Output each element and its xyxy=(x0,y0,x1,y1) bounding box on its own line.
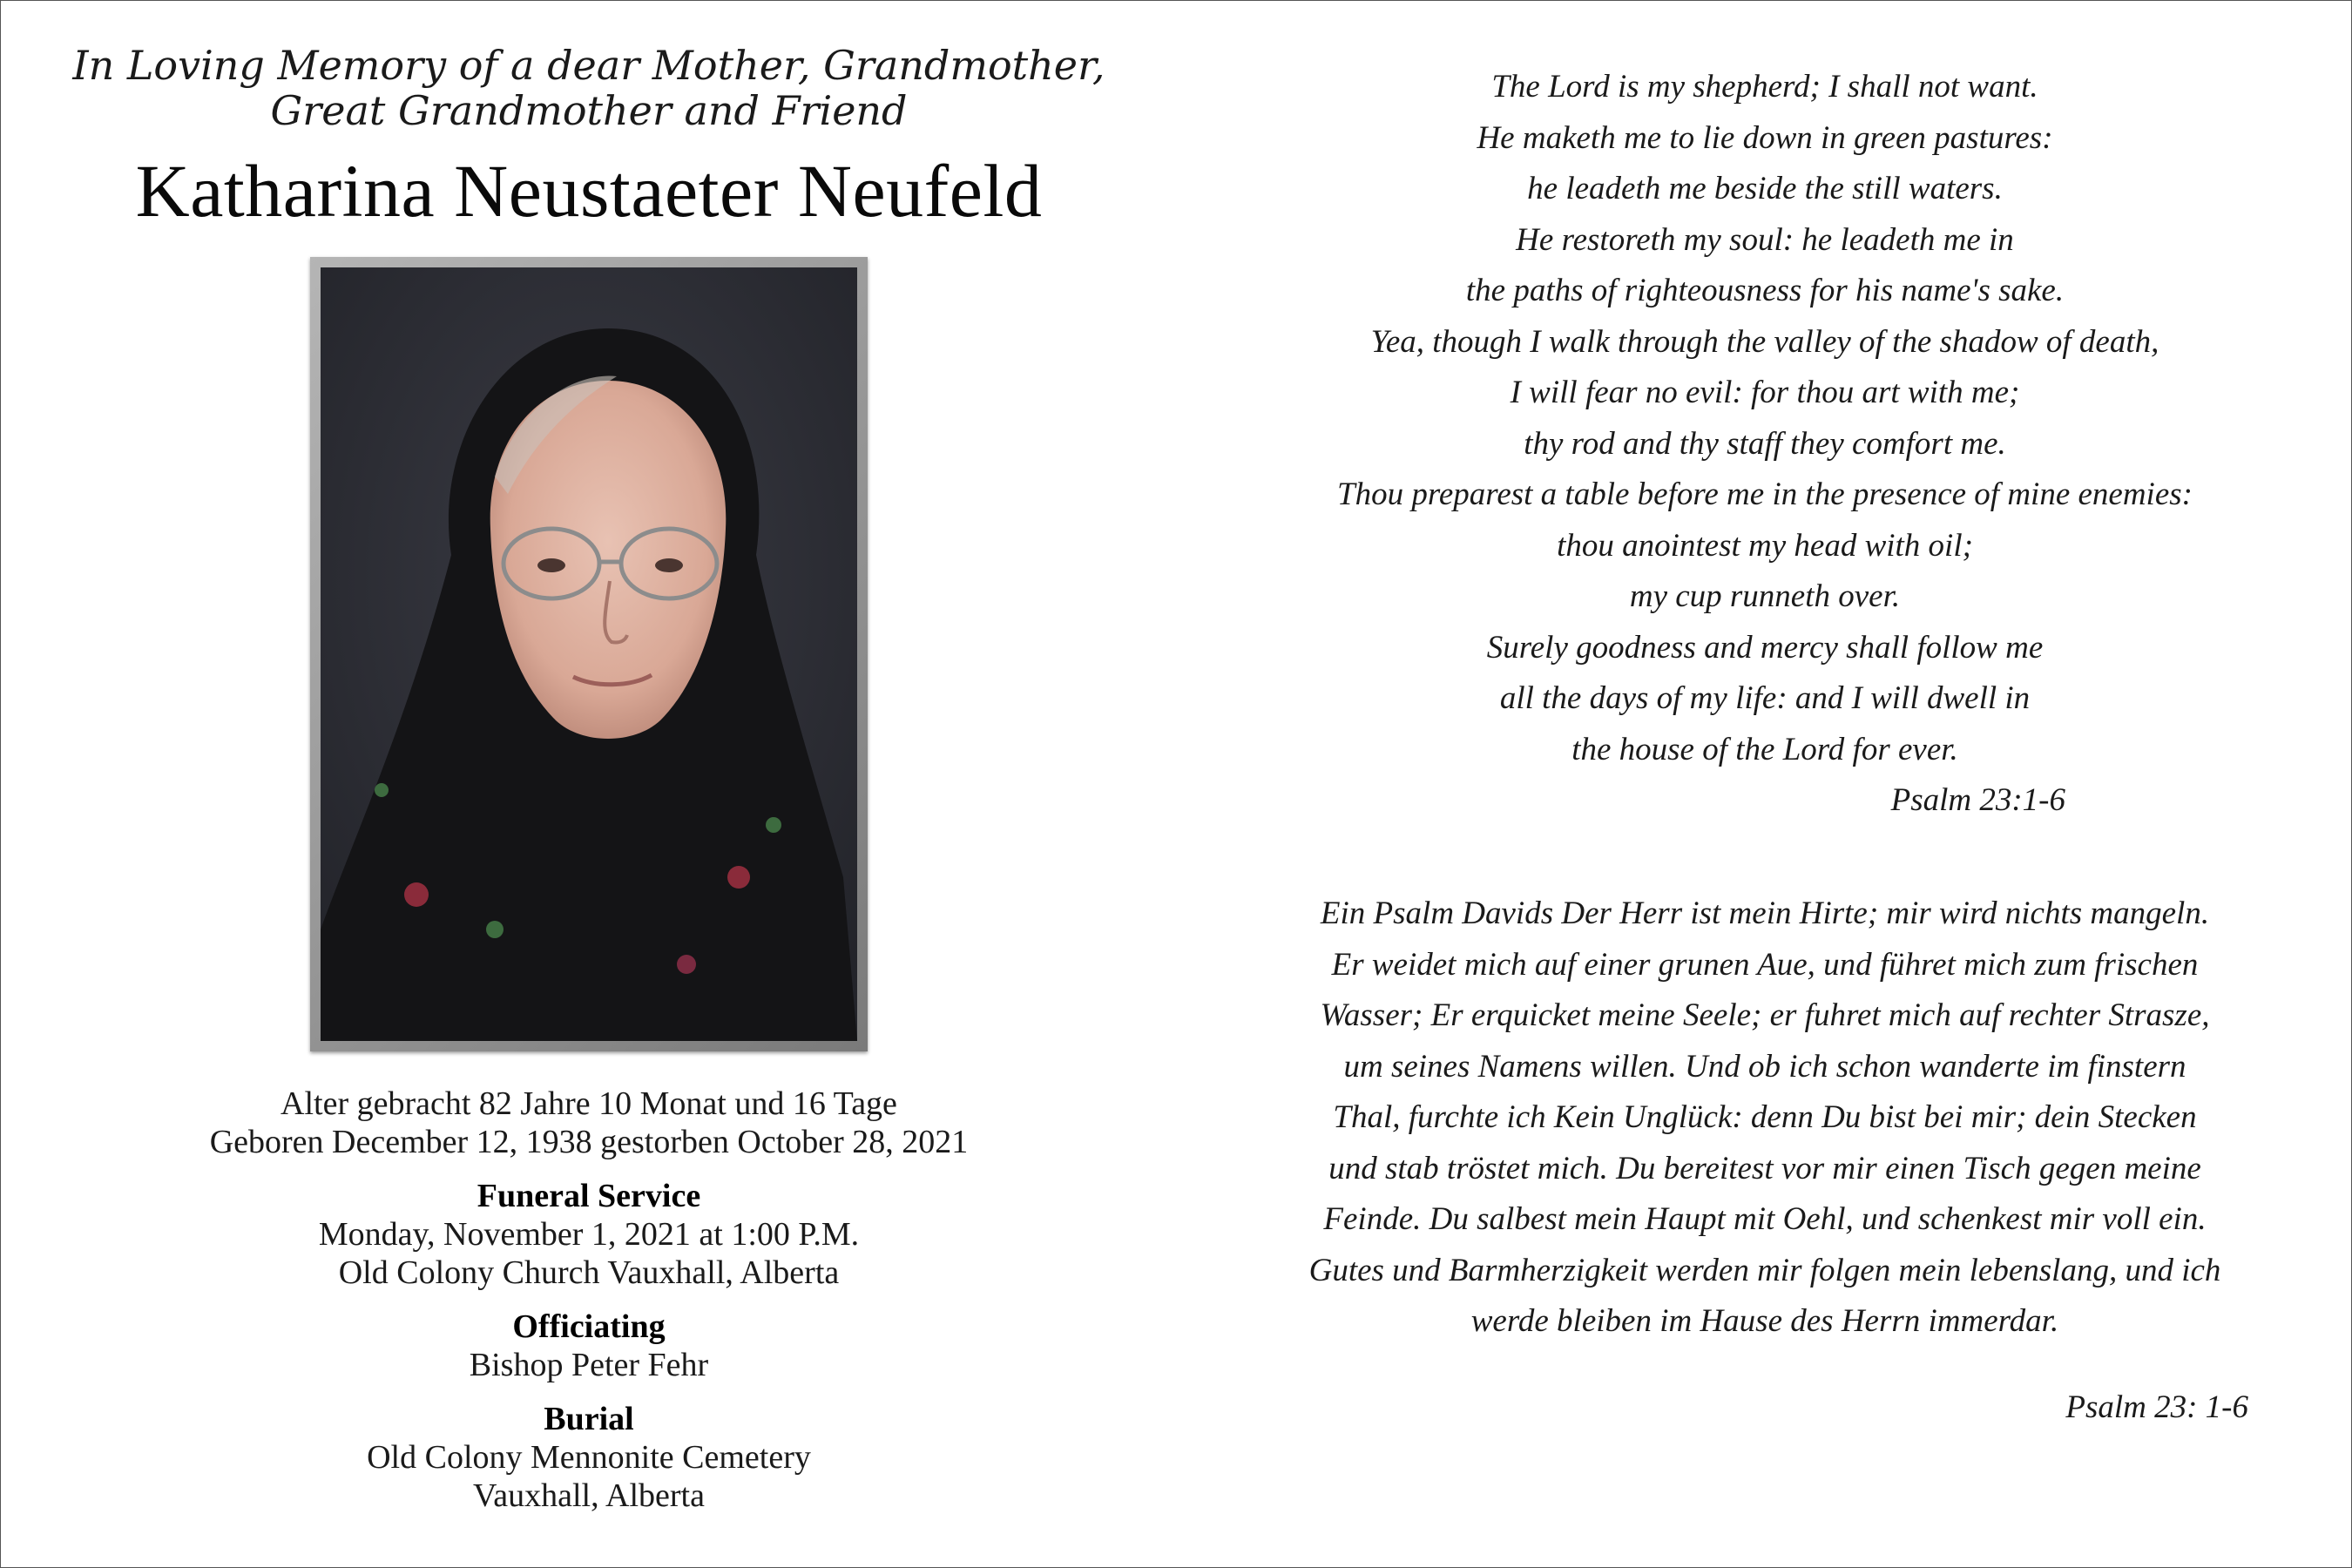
psalm-en-line: thy rod and thy staff they comfort me. xyxy=(1524,425,2006,462)
psalm-en-line: Thou preparest a table before me in the presence of mine enemies: xyxy=(1337,476,2193,512)
officiant: Bishop Peter Fehr xyxy=(469,1347,709,1383)
psalm-de-line: Feinde. Du salbest mein Haupt mit Oehl, und schenkest mir voll ein. xyxy=(1323,1201,2207,1237)
psalm-en-line: The Lord is my shepherd; I shall not want. xyxy=(1491,69,2038,105)
intro-rest: of a dear Mother, Grandmother, xyxy=(446,42,1105,89)
psalm-en-line: the house of the Lord for ever. xyxy=(1571,731,1958,767)
age-line: Alter gebracht 82 Jahre 10 Monat und 16 Tage xyxy=(280,1085,897,1122)
psalm-german xyxy=(1212,889,2318,1433)
funeral-date: Monday, November 1, 2021 at 1:00 P.M. xyxy=(318,1216,860,1253)
psalm-en-line: he leadeth me beside the still waters. xyxy=(1527,171,2003,206)
intro-script: In Loving Memory xyxy=(72,42,447,89)
psalm-de-line: Ein Psalm Davids Der Herr ist mein Hirte; mir wird nichts mangeln. xyxy=(1320,896,2210,931)
psalm-de-line: Thal, furchte ich Kein Unglück: denn Du bist bei mir; dein Stecken xyxy=(1333,1099,2197,1135)
psalm-en-line: the paths of righteousness for his name's sake. xyxy=(1465,273,2065,308)
burial-heading: Burial xyxy=(544,1401,634,1437)
psalm-en-line: I will fear no evil: for thou art with me; xyxy=(1510,375,2020,410)
psalm-en-line: Yea, though I walk through the valley of the shadow of death, xyxy=(1370,323,2159,360)
psalm-de-line: Gutes und Barmherzigkeit werden mir folgen mein lebenslang, und ich xyxy=(1308,1252,2221,1288)
psalm-de-line: um seines Namens willen. Und ob ich schon wanderte im finstern xyxy=(1343,1048,2186,1085)
psalm-en-line: thou anointest my head with oil; xyxy=(1557,527,1973,564)
psalm-en-line: Surely goodness and mercy shall follow me xyxy=(1486,629,2044,666)
portrait-photo xyxy=(321,267,857,1041)
psalm-en-line: all the days of my life: and I will dwell in xyxy=(1499,680,2031,716)
dates-line: Geboren December 12, 1938 gestorben October 28, 2021 xyxy=(209,1124,969,1160)
right-panel xyxy=(1212,62,2318,1433)
officiating-heading: Officiating xyxy=(512,1308,666,1345)
psalm-english xyxy=(1212,62,2318,826)
burial-town: Vauxhall, Alberta xyxy=(473,1477,705,1514)
funeral-heading: Funeral Service xyxy=(476,1178,701,1214)
intro-line2: Great Grandmother and Friend xyxy=(270,87,908,134)
memorial-intro xyxy=(53,43,1125,133)
psalm-de-line: Wasser; Er erquicket meine Seele; er fuhret mich auf rechter Strasze, xyxy=(1320,997,2210,1033)
left-panel xyxy=(53,36,1125,1515)
funeral-place: Old Colony Church Vauxhall, Alberta xyxy=(338,1254,840,1291)
psalm-de-line: werde bleiben im Hause des Herrn immerdar. xyxy=(1470,1303,2059,1339)
psalm-de-reference: Psalm 23: 1-6 xyxy=(2065,1389,2248,1425)
service-details xyxy=(53,1085,1125,1515)
psalm-en-line: He maketh me to lie down in green pastures: xyxy=(1477,119,2053,156)
psalm-de-line: und stab tröstet mich. Du bereitest vor mir einen Tisch gegen meine xyxy=(1328,1150,2201,1186)
deceased-name: Katharina Neustaeter Neufeld xyxy=(135,149,1043,233)
psalm-de-line: Er weidet mich auf einer grunen Aue, und führet mich zum frischen xyxy=(1331,946,2199,983)
psalm-en-line: He restoreth my soul: he leadeth me in xyxy=(1516,221,2014,258)
photo-frame xyxy=(310,257,868,1051)
burial-place: Old Colony Mennonite Cemetery xyxy=(367,1439,811,1476)
psalm-en-line: my cup runneth over. xyxy=(1629,578,1901,614)
portrait-illustration xyxy=(321,267,857,1041)
psalm-en-reference: Psalm 23:1-6 xyxy=(1890,782,2065,818)
